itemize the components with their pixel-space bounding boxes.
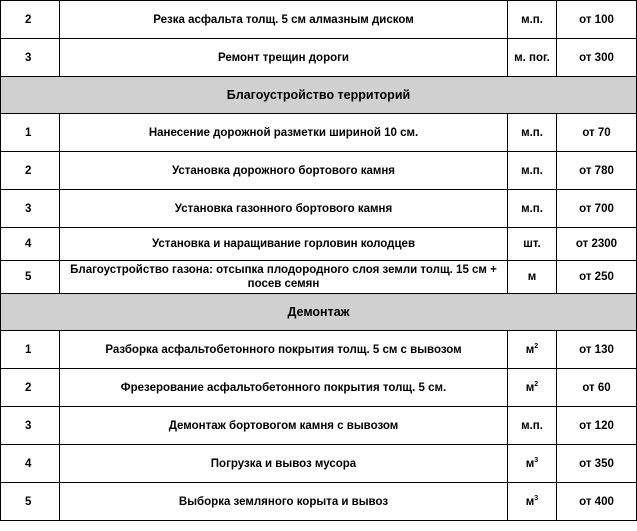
unit-superscript: 3 [534, 456, 539, 464]
unit-label: м [525, 343, 535, 356]
price: от 130 [557, 331, 637, 369]
section-title: Демонтаж [1, 294, 637, 331]
table-row [1, 261, 637, 294]
table-row [1, 407, 637, 445]
unit [508, 445, 557, 483]
unit-label: м [527, 271, 537, 283]
row-number: 3 [1, 407, 60, 445]
table-row [1, 39, 637, 77]
service-name: Установка дорожного бортового камня [60, 152, 508, 190]
row-number: 3 [1, 190, 60, 228]
row-number: 3 [1, 39, 60, 77]
unit-label: м [525, 457, 535, 470]
table-row [1, 1, 637, 39]
unit-label: м. пог. [514, 51, 550, 64]
table-row [1, 114, 637, 152]
service-name: Благоустройство газона: отсыпка плодородного слоя земли толщ. 15 см + посев семян [60, 261, 508, 294]
price: от 120 [557, 407, 637, 445]
table-row [1, 369, 637, 407]
row-number: 2 [1, 1, 60, 39]
row-number: 2 [1, 152, 60, 190]
price: от 100 [557, 1, 637, 39]
service-name: Демонтаж бортовогом камня с вывозом [60, 407, 508, 445]
service-name: Нанесение дорожной разметки шириной 10 см. [60, 114, 508, 152]
unit [508, 369, 557, 407]
section-title: Благоустройство территорий [1, 77, 637, 114]
section-header-row [1, 294, 637, 331]
unit [508, 228, 557, 261]
price: от 780 [557, 152, 637, 190]
service-name: Ремонт трещин дороги [60, 39, 508, 77]
service-name: Разборка асфальтобетонного покрытия толщ. 5 см с вывозом [60, 331, 508, 369]
price: от 350 [557, 445, 637, 483]
table-row [1, 483, 637, 521]
unit-label: м.п. [521, 13, 543, 26]
row-number: 4 [1, 228, 60, 261]
unit [508, 1, 557, 39]
price: от 400 [557, 483, 637, 521]
table-row [1, 331, 637, 369]
unit-superscript: 2 [534, 380, 539, 388]
unit-label: м.п. [521, 164, 543, 177]
section-header-row [1, 77, 637, 114]
unit-superscript: 3 [534, 494, 539, 502]
table-row [1, 152, 637, 190]
service-name: Установка газонного бортового камня [60, 190, 508, 228]
price: от 70 [557, 114, 637, 152]
price: от 700 [557, 190, 637, 228]
table-row [1, 190, 637, 228]
unit [508, 152, 557, 190]
unit-superscript: 2 [534, 342, 539, 350]
service-name: Установка и наращивание горловин колодцев [60, 228, 508, 261]
unit [508, 407, 557, 445]
table-row [1, 228, 637, 261]
price: от 2300 [557, 228, 637, 261]
row-number: 4 [1, 445, 60, 483]
unit-label: м.п. [521, 202, 543, 215]
unit [508, 261, 557, 294]
price: от 300 [557, 39, 637, 77]
unit [508, 190, 557, 228]
row-number: 2 [1, 369, 60, 407]
row-number: 5 [1, 261, 60, 294]
unit-label: м.п. [521, 419, 543, 432]
row-number: 5 [1, 483, 60, 521]
unit [508, 39, 557, 77]
service-name: Резка асфальта толщ. 5 см алмазным диском [60, 1, 508, 39]
price-table-body [1, 1, 637, 521]
unit-label: м.п. [521, 126, 543, 139]
unit [508, 483, 557, 521]
service-name: Выборка земляного корыта и вывоз [60, 483, 508, 521]
row-number: 1 [1, 114, 60, 152]
price: от 60 [557, 369, 637, 407]
table-row [1, 445, 637, 483]
unit-label: шт. [523, 238, 541, 250]
unit [508, 331, 557, 369]
unit-label: м [525, 495, 535, 508]
service-name: Погрузка и вывоз мусора [60, 445, 508, 483]
service-name: Фрезерование асфальтобетонного покрытия толщ. 5 см. [60, 369, 508, 407]
unit-label: м [525, 381, 535, 394]
unit [508, 114, 557, 152]
row-number: 1 [1, 331, 60, 369]
price: от 250 [557, 261, 637, 294]
